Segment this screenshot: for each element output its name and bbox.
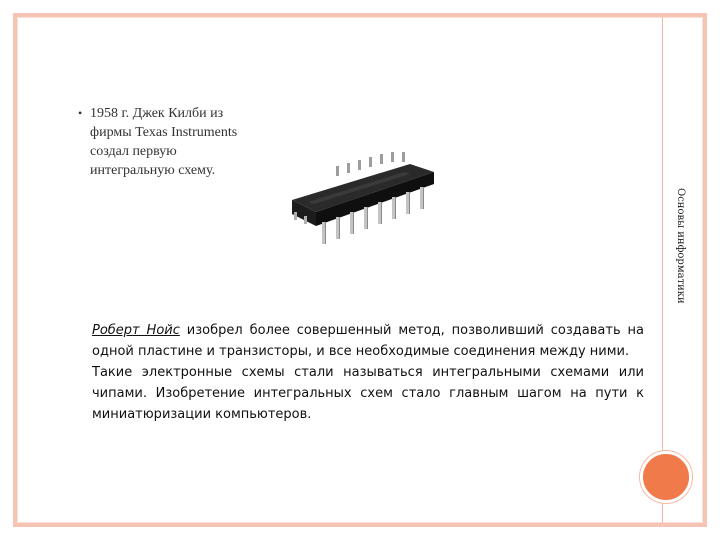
side-divider — [662, 17, 663, 523]
chip-image — [70, 98, 442, 266]
paragraph-1-text: изобрел более совершенный метод, позволивший создавать на одной пластине и транзисторы, и все необходимые соединения между ними. — [92, 323, 644, 359]
decorative-circle — [640, 451, 692, 503]
person-name: Роберт Нойс — [92, 323, 180, 338]
integrated-circuit-icon — [284, 152, 444, 252]
side-caption: Основы информатики — [675, 188, 686, 304]
image-caption — [78, 104, 278, 180]
image-caption-line: 1958 г. Джек Килби из — [90, 106, 224, 121]
slide-frame-inner-line — [17, 17, 703, 523]
image-caption-line: интегральную схему. — [90, 163, 216, 178]
bullet-icon: • — [78, 106, 83, 120]
paragraph-1 — [92, 320, 644, 362]
image-caption-line: создал первую — [90, 144, 177, 159]
paragraph-2: Такие электронные схемы стали называться интегральными схемами или чипами. Изобретение интегральных схем стало главным шагом на пути к миниатюризации компьютеров. — [92, 365, 644, 422]
image-caption-line: фирмы Texas Instruments — [90, 125, 238, 140]
body-text — [92, 320, 644, 425]
